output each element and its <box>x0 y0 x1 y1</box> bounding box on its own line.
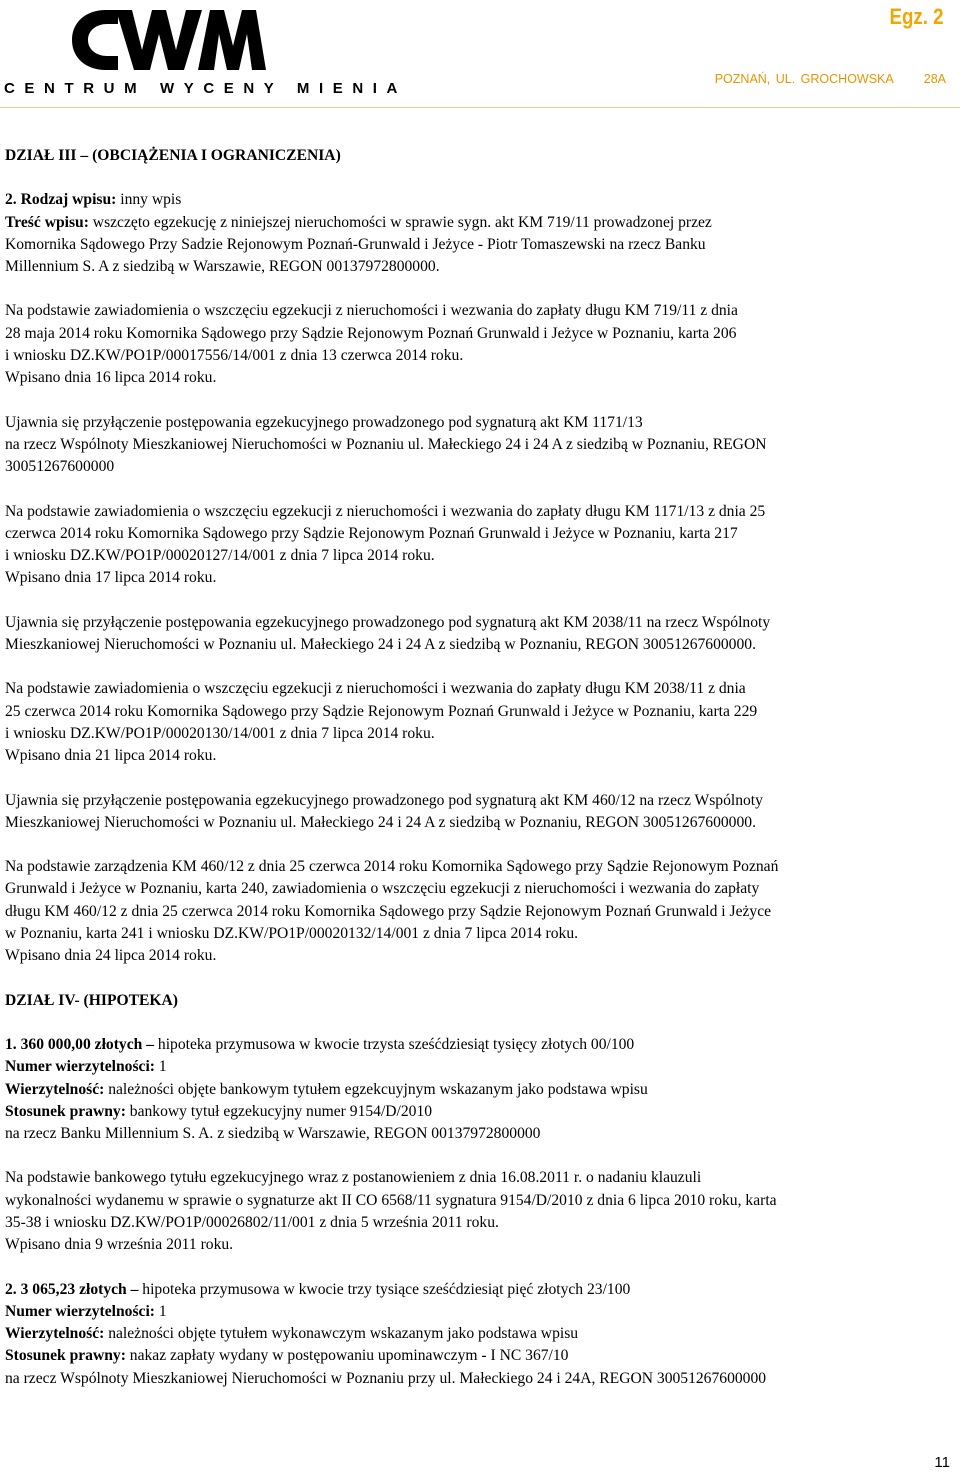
mortgage-2-description: hipoteka przymusowa w kwocie trzy tysiące sześćdziesiąt pięć złotych 23/100 <box>138 1280 631 1298</box>
mortgage-2-heading <box>5 1279 953 1301</box>
entry-content-l1: wszczęto egzekucję z niniejszej nieruchomości w sprawie sygn. akt KM 719/11 prowadzonej przez <box>88 213 712 231</box>
paragraph-line: Na podstawie zawiadomienia o wszczęciu egzekucji z nieruchomości i wezwania do zapłaty długu KM 719/11 z dnia <box>5 302 738 320</box>
mortgage-1-basis <box>5 1167 953 1256</box>
mortgage-1-claim <box>5 1079 953 1101</box>
mortgage-2-amount: 2. 3 065,23 złotych – <box>5 1280 139 1298</box>
paragraph-line: Na podstawie zarządzenia KM 460/12 z dnia 25 czerwca 2014 roku Komornika Sądowego przy Sądzie Rejonowym Poznań <box>5 858 779 876</box>
paragraph-line: i wniosku DZ.KW/PO1P/00017556/14/001 z dnia 13 czerwca 2014 roku. <box>5 347 464 365</box>
mortgage-1-heading <box>5 1034 953 1056</box>
mortgage-1-claim-number <box>5 1056 953 1078</box>
paragraph-line: 35-38 i wniosku DZ.KW/PO1P/00026802/11/001 z dnia 5 września 2011 roku. <box>5 1213 499 1231</box>
paragraph-2 <box>5 412 953 479</box>
paragraph-line: Mieszkaniowej Nieruchomości w Poznaniu ul. Małeckiego 24 i 24 A z siedzibą w Poznaniu, REGON 30051267600000. <box>5 813 756 831</box>
paragraph-line: Grunwald i Jeżyce w Poznaniu, karta 240, zawiadomienia o wszczęciu egzekucji z nieruchomości i wezwania do zapłaty <box>5 880 760 898</box>
paragraph-5 <box>5 678 953 767</box>
address-number: 28A <box>923 72 946 86</box>
section-3-title: DZIAŁ III – (OBCIĄŻENIA I OGRANICZENIA) <box>5 147 341 164</box>
page-number: 11 <box>934 1454 950 1471</box>
claim-value: należności objęte tytułem wykonawczym wskazanym jako podstawa wpisu <box>104 1325 579 1343</box>
paragraph-line: i wniosku DZ.KW/PO1P/00020127/14/001 z dnia 7 lipca 2014 roku. <box>5 547 435 565</box>
entry-type-value: inny wpis <box>116 191 182 209</box>
paragraph-line: na rzecz Wspólnoty Mieszkaniowej Nieruchomości w Poznaniu ul. Małeckiego 24 i 24 A z siedzibą w Poznaniu, REGON <box>5 435 767 453</box>
mortgage-1 <box>5 1034 953 1145</box>
paragraph-line: Ujawnia się przyłączenie postępowania egzekucyjnego prowadzonego pod sygnaturą akt KM 2038/11 na rzecz Wspólnoty <box>5 613 771 631</box>
company-address <box>715 72 946 86</box>
mortgage-2-claim <box>5 1323 953 1345</box>
paragraph-line: 30051267600000 <box>5 458 115 476</box>
mortgage-2-creditor: na rzecz Wspólnoty Mieszkaniowej Nieruchomości w Poznaniu przy ul. Małeckiego 24 i 24A, REGON 30051267600000 <box>5 1369 767 1387</box>
cwm-logo-icon <box>70 6 266 76</box>
paragraph-line: Ujawnia się przyłączenie postępowania egzekucyjnego prowadzonego pod sygnaturą akt KM 1171/13 <box>5 413 643 431</box>
header-divider <box>0 107 960 108</box>
address-street: POZNAŃ, UL. GROCHOWSKA <box>714 72 894 86</box>
paragraph-line: Ujawnia się przyłączenie postępowania egzekucyjnego prowadzonego pod sygnaturą akt KM 460/12 na rzecz Wspólnoty <box>5 791 763 809</box>
paragraph-line: Na podstawie bankowego tytułu egzekucyjnego wraz z postanowieniem z dnia 16.08.2011 r. o nadaniu klauzuli <box>5 1169 702 1187</box>
paragraph-line: w Poznaniu, karta 241 i wniosku DZ.KW/PO1P/00020132/14/001 z dnia 7 lipca 2014 roku. <box>5 925 579 943</box>
entry-type-label: 2. Rodzaj wpisu: <box>5 191 117 209</box>
claim-label: Wierzytelność: <box>5 1325 105 1343</box>
entry-date: Wpisano dnia 21 lipca 2014 roku. <box>5 747 217 765</box>
legal-relation-label: Stosunek prawny: <box>5 1347 126 1365</box>
claim-number-label: Numer wierzytelności: <box>5 1302 155 1320</box>
mortgage-2 <box>5 1279 953 1390</box>
entry-date: Wpisano dnia 9 września 2011 roku. <box>5 1236 234 1254</box>
claim-number-value: 1 <box>154 1058 167 1076</box>
paragraph-line: 25 czerwca 2014 roku Komornika Sądowego przy Sądzie Rejonowym Poznań Grunwald i Jeżyce w Poznaniu, karta 229 <box>5 702 758 720</box>
entry-date: Wpisano dnia 16 lipca 2014 roku. <box>5 369 217 387</box>
entry-type-block <box>5 189 953 278</box>
legal-relation-value: bankowy tytuł egzekucyjny numer 9154/D/2010 <box>125 1102 433 1120</box>
entry-content-label: Treść wpisu: <box>5 213 89 231</box>
paragraph-1 <box>5 300 953 389</box>
entry-content-l2: Komornika Sądowego Przy Sadzie Rejonowym Poznań-Grunwald i Jeżyce - Piotr Tomaszewski na rzecz Banku <box>5 235 706 253</box>
entry-date: Wpisano dnia 24 lipca 2014 roku. <box>5 947 217 965</box>
paragraph-3 <box>5 501 953 590</box>
copy-badge: Egz. 2 <box>889 4 944 29</box>
paragraph-6 <box>5 790 953 835</box>
mortgage-1-creditor: na rzecz Banku Millennium S. A. z siedzibą w Warszawie, REGON 00137972800000 <box>5 1125 541 1143</box>
claim-label: Wierzytelność: <box>5 1080 105 1098</box>
legal-relation-value: nakaz zapłaty wydany w postępowaniu upominawczym - I NC 367/10 <box>125 1347 569 1365</box>
paragraph-line: wykonalności wydanemu w sprawie o sygnaturze akt II CO 6568/11 sygnatura 9154/D/2010 z dnia 6 lipca 2010 roku, karta <box>5 1191 777 1209</box>
claim-number-value: 1 <box>154 1302 167 1320</box>
paragraph-line: długu KM 460/12 z dnia 25 czerwca 2014 roku Komornika Sądowego przy Sądzie Rejonowym Poznań Grunwald i Jeżyce <box>5 902 772 920</box>
mortgage-2-legal-relation <box>5 1345 953 1367</box>
paragraph-4 <box>5 612 953 657</box>
mortgage-1-legal-relation <box>5 1101 953 1123</box>
entry-type-line <box>5 189 953 211</box>
paragraph-line: Na podstawie zawiadomienia o wszczęciu egzekucji z nieruchomości i wezwania do zapłaty długu KM 1171/13 z dnia 25 <box>5 502 766 520</box>
mortgage-2-claim-number <box>5 1301 953 1323</box>
section-4-title: DZIAŁ IV- (HIPOTEKA) <box>5 991 178 1009</box>
paragraph-line: 28 maja 2014 roku Komornika Sądowego przy Sądzie Rejonowym Poznań Grunwald i Jeżyce w Poznaniu, karta 206 <box>5 324 737 342</box>
entry-date: Wpisano dnia 17 lipca 2014 roku. <box>5 569 217 587</box>
entry-content-l3: Millennium S. A z siedzibą w Warszawie, REGON 00137972800000. <box>5 258 440 276</box>
document-body <box>5 145 953 1390</box>
legal-relation-label: Stosunek prawny: <box>5 1102 126 1120</box>
claim-value: należności objęte bankowym tytułem egzekcuyjnym wskazanym jako podstawa wpisu <box>104 1080 648 1098</box>
mortgage-1-amount: 1. 360 000,00 złotych – <box>5 1035 154 1053</box>
paragraph-line: czerwca 2014 roku Komornika Sądowego przy Sądzie Rejonowym Poznań Grunwald i Jeżyce w Poznaniu, karta 217 <box>5 524 738 542</box>
claim-number-label: Numer wierzytelności: <box>5 1058 155 1076</box>
mortgage-1-description: hipoteka przymusowa w kwocie trzysta sześćdziesiąt tysięcy złotych 00/100 <box>154 1035 635 1053</box>
logo-subtitle: CENTRUM WYCENY MIENIA <box>4 80 407 97</box>
paragraph-line: Na podstawie zawiadomienia o wszczęciu egzekucji z nieruchomości i wezwania do zapłaty długu KM 2038/11 z dnia <box>5 680 746 698</box>
paragraph-7 <box>5 856 953 967</box>
page-header <box>0 0 960 110</box>
paragraph-line: Mieszkaniowej Nieruchomości w Poznaniu ul. Małeckiego 24 i 24 A z siedzibą w Poznaniu, REGON 30051267600000. <box>5 636 756 654</box>
paragraph-line: i wniosku DZ.KW/PO1P/00020130/14/001 z dnia 7 lipca 2014 roku. <box>5 724 435 742</box>
entry-content-line <box>5 212 953 234</box>
